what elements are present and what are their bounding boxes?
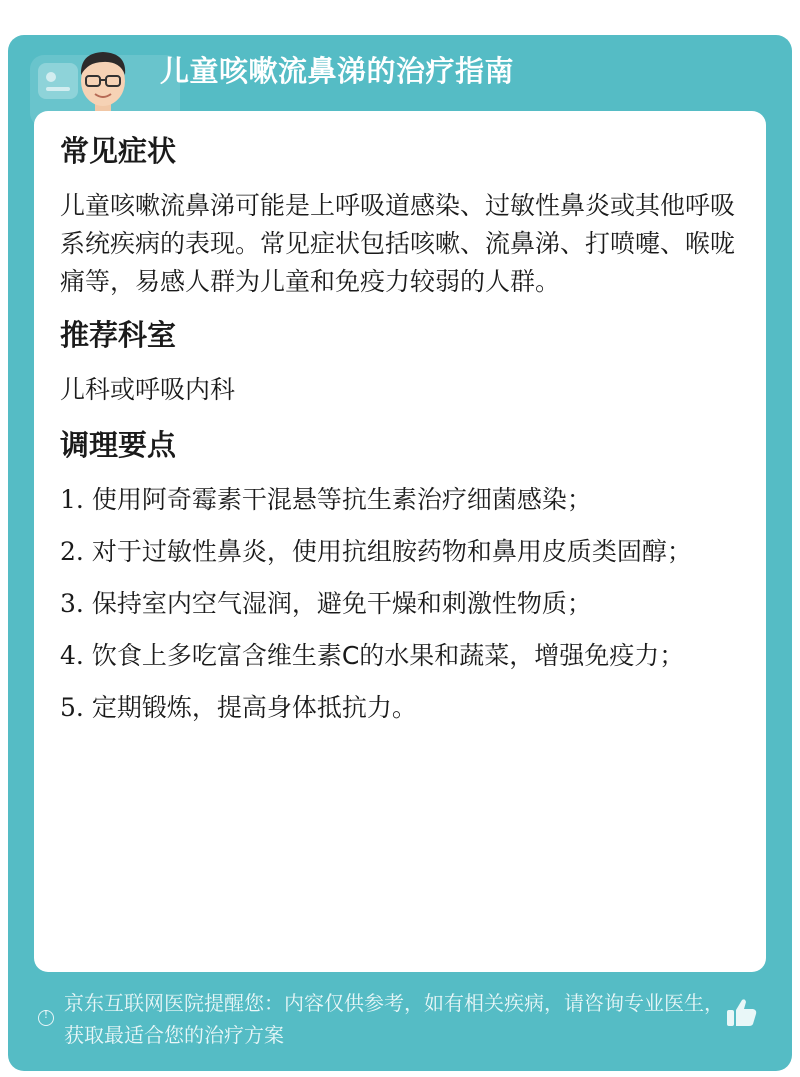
thumbs-up-icon[interactable] bbox=[724, 995, 760, 1031]
list-item bbox=[60, 585, 740, 623]
list-item-number: 1. bbox=[60, 485, 84, 514]
list-item-text: 对于过敏性鼻炎，使用抗组胺药物和鼻用皮质类固醇； bbox=[91, 537, 692, 566]
list-item bbox=[60, 637, 740, 675]
page-title: 儿童咳嗽流鼻涕的治疗指南 bbox=[160, 54, 515, 88]
department-heading: 推荐科室 bbox=[60, 318, 177, 352]
guide-frame bbox=[8, 35, 792, 1071]
department-text: 儿科或呼吸内科 bbox=[60, 375, 236, 404]
care-heading: 调理要点 bbox=[60, 428, 177, 462]
list-item-number: 3. bbox=[60, 589, 84, 618]
list-item-text: 饮食上多吃富含维生素C的水果和蔬菜，增强免疫力； bbox=[91, 641, 685, 670]
list-item-number: 2. bbox=[60, 537, 84, 566]
list-item-text: 定期锻炼，提高身体抵抗力。 bbox=[91, 693, 417, 722]
care-list bbox=[60, 481, 740, 727]
list-item-number: 5. bbox=[60, 693, 84, 722]
list-item-number: 4. bbox=[60, 641, 84, 670]
list-item-text: 使用阿奇霉素干混悬等抗生素治疗细菌感染； bbox=[91, 485, 592, 514]
list-item bbox=[60, 481, 740, 519]
info-icon bbox=[38, 1010, 54, 1026]
disclaimer-text: 京东互联网医院提醒您：内容仅供参考，如有相关疾病，请咨询专业医生，获取最适合您的治疗方案 bbox=[64, 991, 724, 1047]
content-card bbox=[34, 111, 766, 972]
list-item bbox=[60, 689, 740, 727]
symptoms-heading: 常见症状 bbox=[60, 134, 177, 168]
list-item bbox=[60, 533, 740, 571]
list-item-text: 保持室内空气湿润，避免干燥和刺激性物质； bbox=[91, 589, 592, 618]
symptoms-text: 儿童咳嗽流鼻涕可能是上呼吸道感染、过敏性鼻炎或其他呼吸系统疾病的表现。常见症状包括咳嗽、流鼻涕、打喷嚏、喉咙痛等，易感人群为儿童和免疫力较弱的人群。 bbox=[60, 191, 736, 296]
content-body bbox=[60, 131, 740, 741]
